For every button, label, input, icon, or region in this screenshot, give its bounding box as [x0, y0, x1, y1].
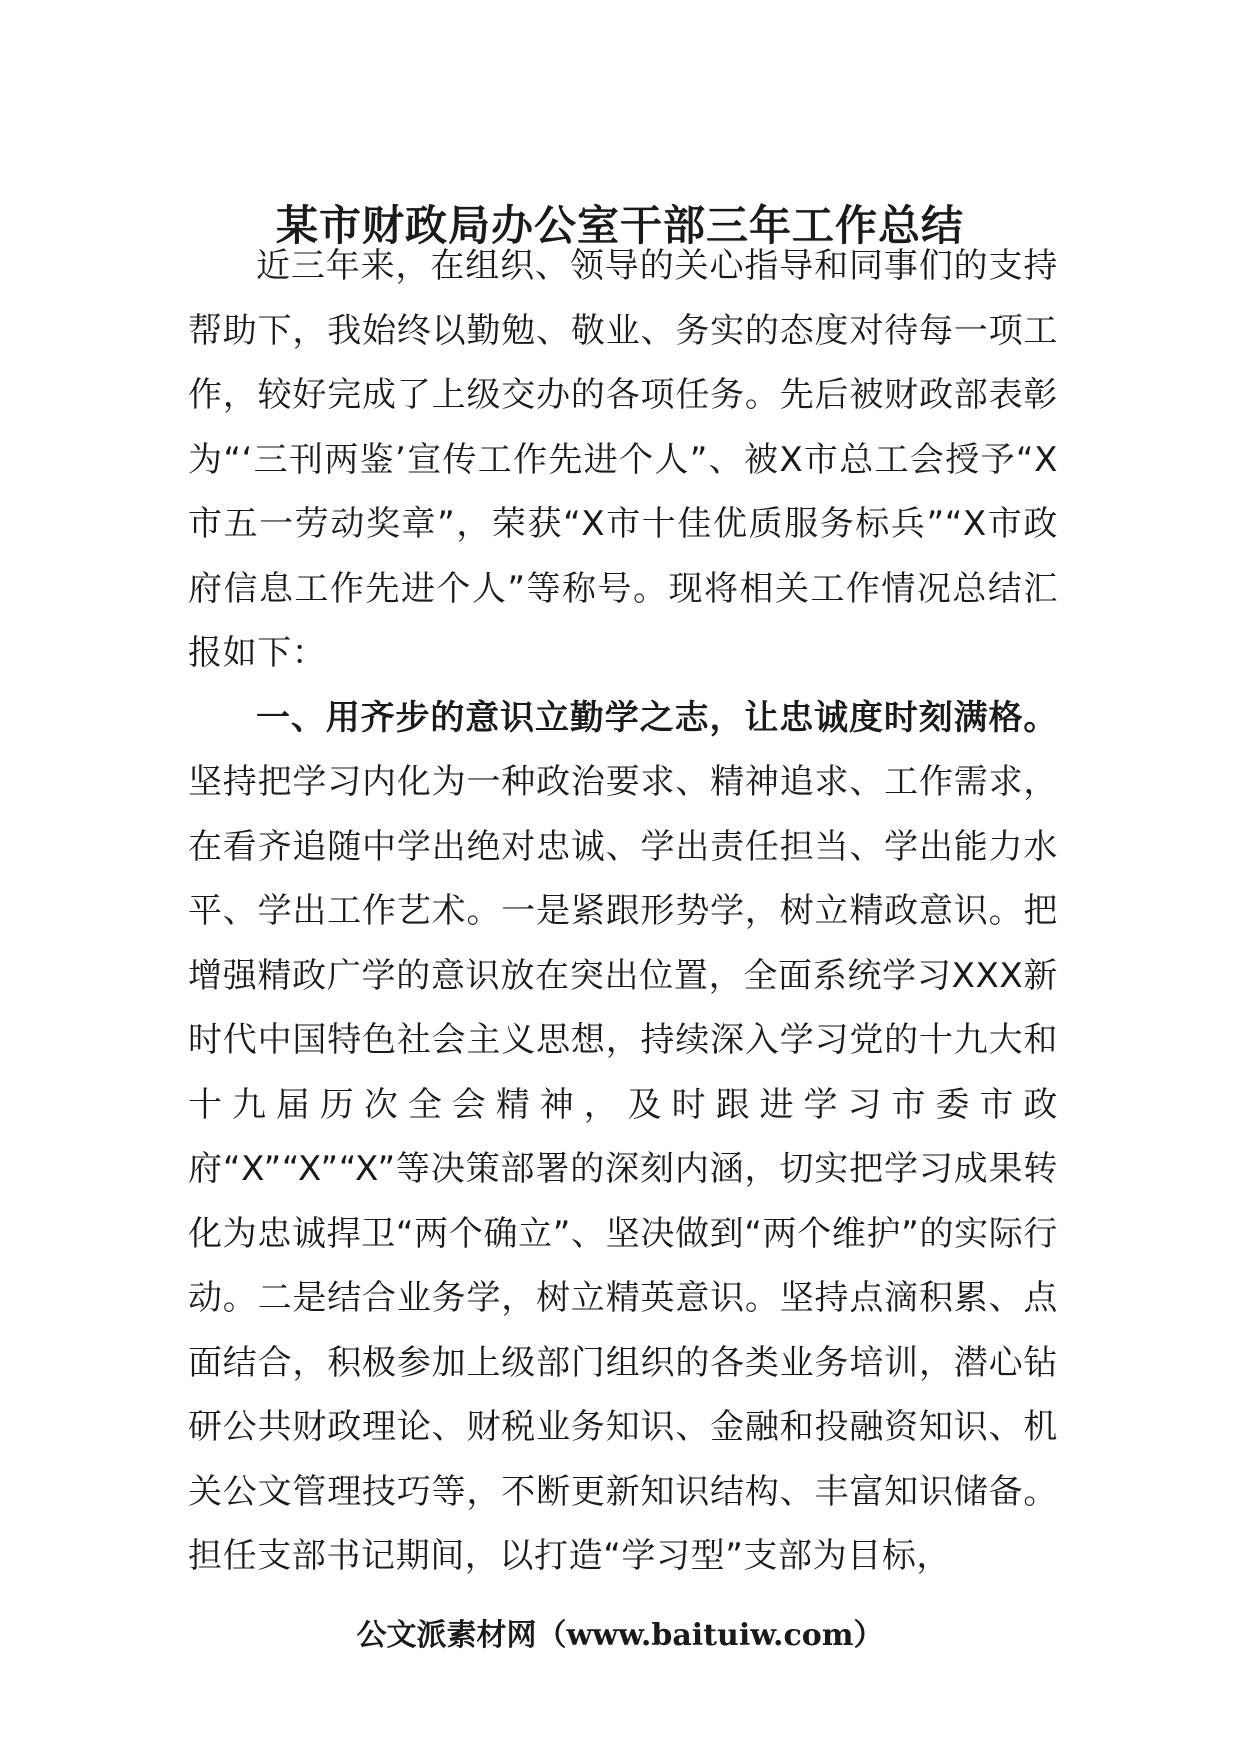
- intro-paragraph: 近三年来，在组织、领导的关心指导和同事们的支持帮助下，我始终以勤勉、敬业、务实的态度对待每一项工作，较好完成了上级交办的各项任务。先后被财政部表彰为“‘三刊两鉴’宣传工作先进个人”、被X市总工会授予“X市五一劳动奖章”，荣获“X市十佳优质服务标兵”“X市政府信息工作先进个人”等称号。现将相关工作情况总结汇报如下：: [188, 246, 1058, 673]
- section-1-heading: 一、用齐步的意识立勤学之志，让忠诚度时刻满格。: [256, 697, 1058, 738]
- section-1-text: 坚持把学习内化为一种政治要求、精神追求、工作需求，在看齐追随中学出绝对忠诚、学出责任担当、学出能力水平、学出工作艺术。一是紧跟形势学，树立精政意识。把增强精政广学的意识放在突出位置，全面系统学习XXX新时代中国特色社会主义思想，持续深入学习党的十九大和十九届历次全会精神，及时跟进学习市委市政府“X”“X”“X”等决策部署的深刻内涵，切实把学习成果转化为忠诚捍卫“两个确立”、坚决做到“两个维护”的实际行动。二是结合业务学，树立精英意识。坚持点滴积累、点面结合，积极参加上级部门组织的各类业务培训，潜心钻研公共财政理论、财税业务知识、金融和投融资知识、机关公文管理技巧等，不断更新知识结构、丰富知识储备。担任支部书记期间，以打造“学习型”支部为目标，: [188, 762, 1058, 1576]
- section-1-paragraph: [188, 686, 1058, 1589]
- document-body: [188, 234, 1058, 1589]
- watermark-footer: 公文派素材网（www.baituiw.com）: [356, 1618, 884, 1653]
- document-title: 某市财政局办公室干部三年工作总结: [275, 201, 964, 251]
